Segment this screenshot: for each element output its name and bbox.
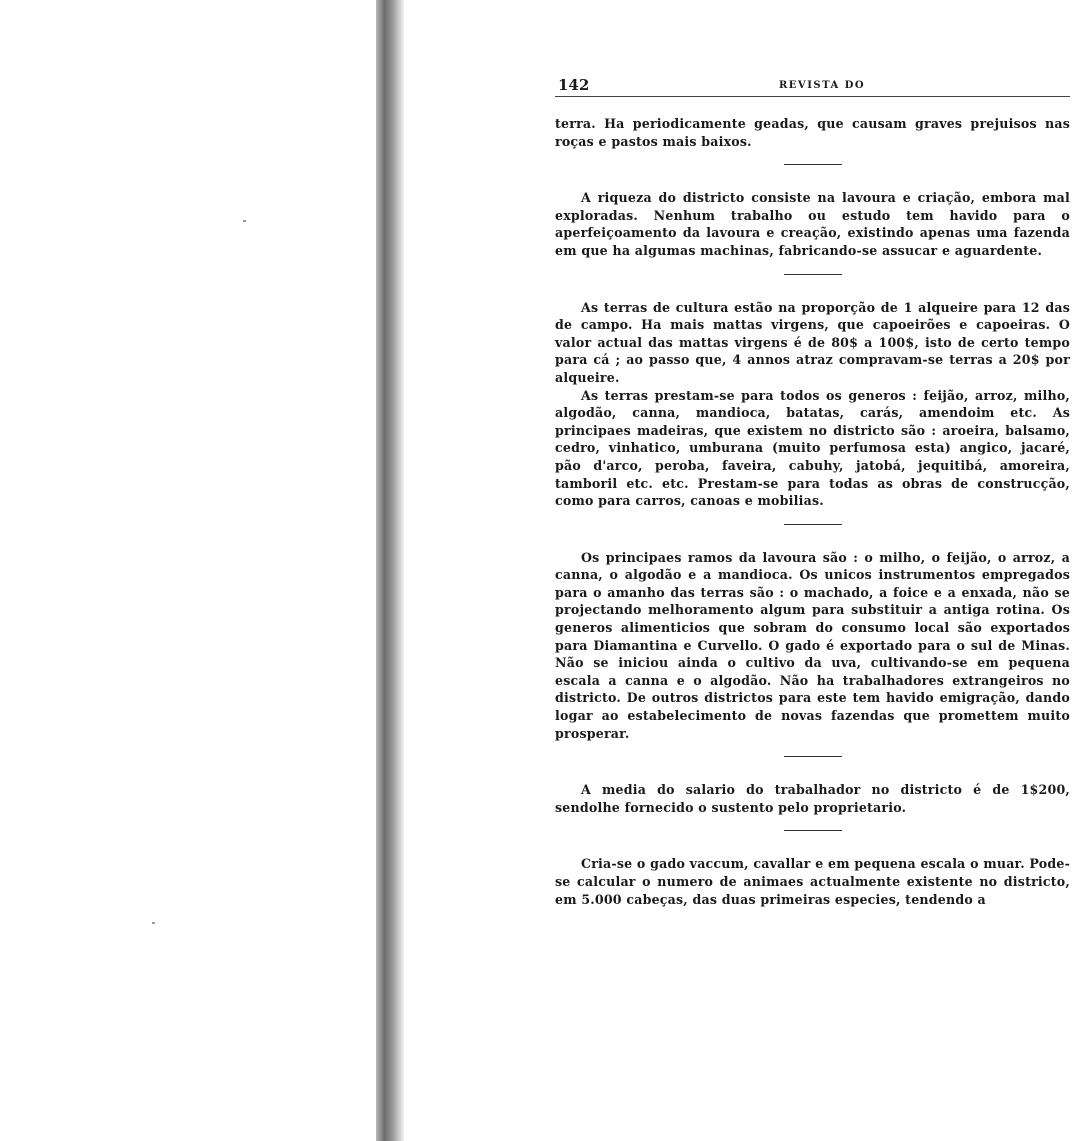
paragraph-terras-generos: As terras prestam-se para todos os generos : feijão, arroz, milho, algodão, canna, mandioca, batatas, carás, amendoim etc. As principaes madeiras, que existem no districto são : aroeira, balsamo, cedro, vinhatico, umburana (muito perfumosa esta) angico, jacaré, pão d'arco, peroba, faveira, cabuhy, jatobá, jequitibá, amoreira, tamboril etc. etc. Prestam-se para todas as obras de construcção, como para carros, canoas e mobilias. — [555, 387, 1070, 509]
book-gutter-shadow — [376, 0, 404, 1141]
paragraph-salario: A media do salario do trabalhador no districto é de 1$200, sendolhe fornecido o sustento pelo proprietario. — [555, 782, 1070, 815]
page-header — [555, 70, 1070, 97]
section-divider — [784, 524, 842, 525]
page-number: 142 — [558, 76, 590, 94]
book-page — [555, 70, 1070, 908]
paragraph-riqueza: A riqueza do districto consiste na lavoura e criação, embora mal exploradas. Nenhum trabalho ou estudo tem havido para o aperfeiçoamento da lavoura e creação, existindo apenas uma fazenda em que ha algumas machinas, fabricando-se assucar e aguardente. — [555, 190, 1070, 258]
paragraph-ramos-lavoura: Os principaes ramos da lavoura são : o milho, o feijão, o arroz, a canna, o algodão e a mandioca. Os unicos instrumentos empregados para o amanho das terras são : o machado, a foice e a enxada, não se projectando melhoramento algum para substituir a antiga rotina. Os generos alimenticios que sobram do consumo local são exportados para Diamantina e Curvello. O gado é exportado para o sul de Minas. Não se iniciou ainda o cultivo da uva, cultivando-se em pequena escala a canna e o algodão. Não ha trabalhadores extrangeiros no districto. De outros districtos para este tem havido emigração, dando logar ao estabelecimento de novas fazendas que promettem muito prosperar. — [555, 549, 1070, 741]
running-title: REVISTA DO — [779, 80, 866, 91]
paragraph-terras-cultura: As terras de cultura estão na proporção de 1 alqueire para 12 das de campo. Ha mais mattas virgens, que capoeirões e capoeiras. O valor actual das mattas virgens é de 80$ a 100$, isto de certo tempo para cá ; ao passo que, 4 annos atraz compravam-se terras a 20$ por alqueire. — [555, 299, 1070, 385]
section-divider — [784, 164, 842, 165]
paragraph-gado: Cria-se o gado vaccum, cavallar e em pequena escala o muar. Pode-se calcular o numero de animaes actualmente existente no districto, em 5.000 cabeças, das duas primeiras especies, tendendo a — [555, 856, 1070, 907]
section-divider — [784, 756, 842, 757]
scan-speck — [152, 922, 155, 924]
section-divider — [784, 274, 842, 275]
section-divider — [784, 830, 842, 831]
scan-speck — [243, 220, 246, 222]
paragraph-continuation: terra. Ha periodicamente geadas, que causam graves prejuisos nas roças e pastos mais baixos. — [555, 116, 1070, 149]
